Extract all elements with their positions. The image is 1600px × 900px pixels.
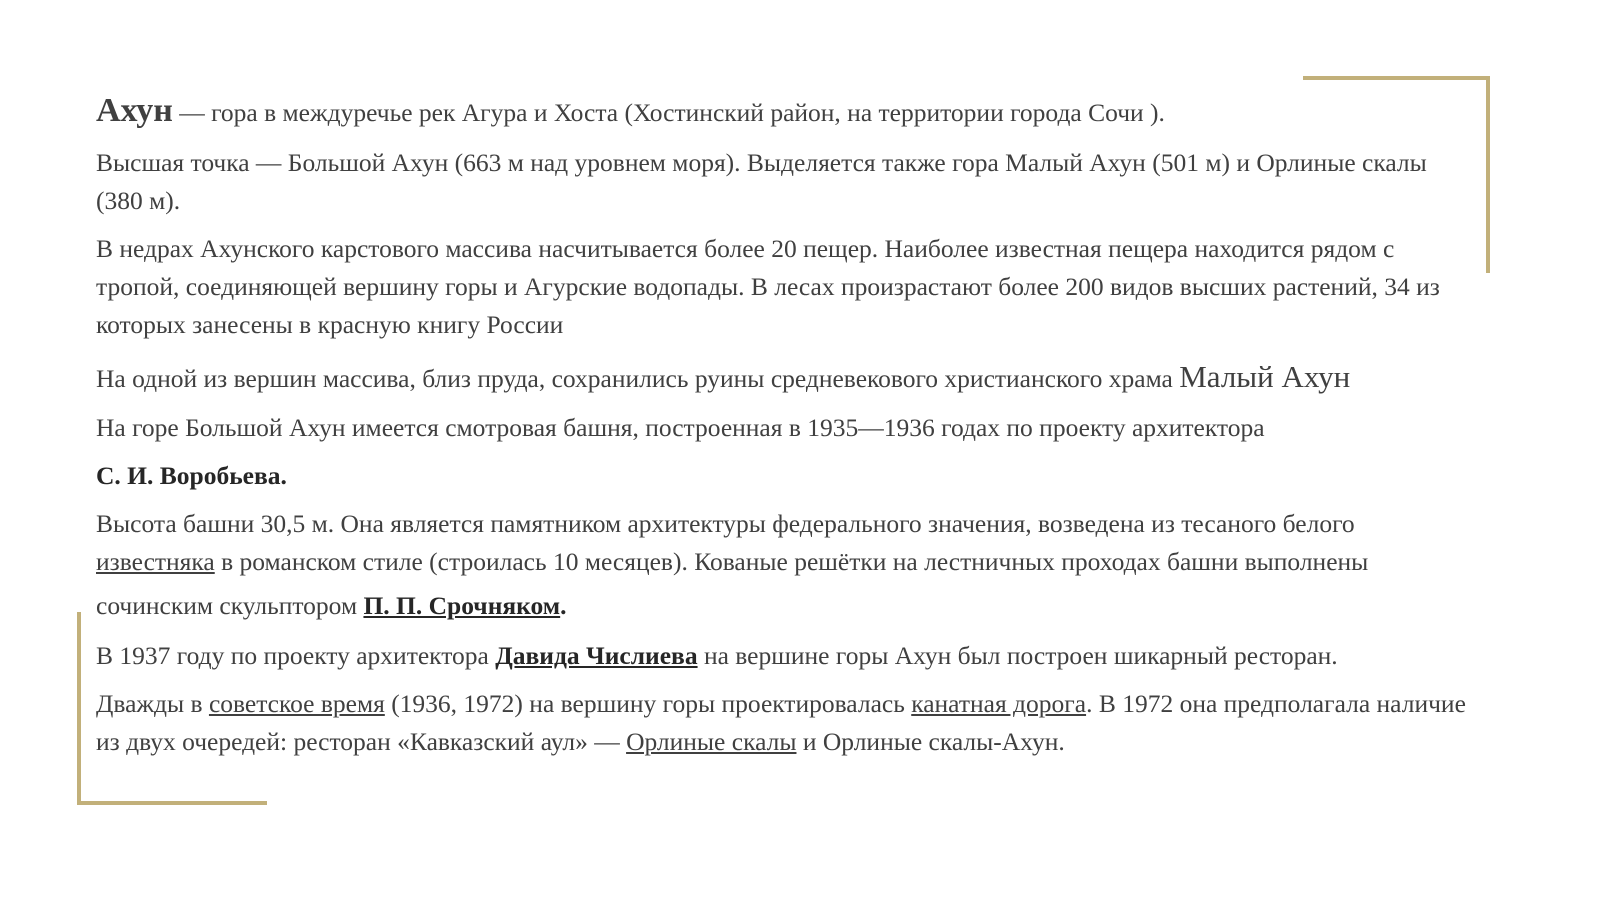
sculptor-prefix: сочинским скульптором xyxy=(96,591,364,620)
paragraph-tower-height xyxy=(96,505,1476,625)
ruins-text: На одной из вершин массива, близ пруда, сохранились руины средневекового христианского храма xyxy=(96,364,1180,393)
soviet-era-link[interactable]: советское время xyxy=(208,689,385,718)
ruins-name: Малый Ахун xyxy=(1179,359,1351,394)
architect-name: С. И. Воробьева. xyxy=(96,461,287,490)
restaurant-text-before: В 1937 году по проекту архитектора xyxy=(96,641,496,670)
article-title: Ахун xyxy=(96,92,173,129)
eagle-rocks-link[interactable]: Орлиные скалы xyxy=(626,727,797,756)
tower-text: На горе Большой Ахун имеется смотровая башня, построенная в 1935—1936 годах по проекту архитектора xyxy=(96,413,1265,442)
cable-car-link[interactable]: канатная дорога xyxy=(911,689,1087,718)
paragraph-restaurant xyxy=(96,637,1476,675)
intro-text: — гора в междуречье рек Агура и Хоста (Хостинский район, на территории города Сочи ). xyxy=(172,98,1165,127)
restaurant-text-after: на вершине горы Ахун был построен шикарный ресторан. xyxy=(697,641,1338,670)
architect-link[interactable]: Давида Числиева xyxy=(495,641,698,670)
paragraph-intro xyxy=(96,92,1476,132)
paragraph-caves xyxy=(96,230,1476,344)
cableway-text-4: и Орлиные скалы-Ахун. xyxy=(796,727,1065,756)
article-body xyxy=(96,92,1476,761)
paragraph-cableway xyxy=(96,685,1476,761)
cableway-text-1: Дважды в xyxy=(96,689,209,718)
cableway-text-2: (1936, 1972) на вершину горы проектировалась xyxy=(384,689,912,718)
cableway-text-3: . В 1972 она предполагала наличие из двух очередей: ресторан «Кавказский аул» — xyxy=(96,689,1466,756)
limestone-link[interactable]: известняка xyxy=(96,547,215,576)
paragraph-highest-point xyxy=(96,144,1476,220)
paragraph-ruins xyxy=(96,358,1476,398)
paragraph-architect xyxy=(96,457,1476,495)
sculptor-line xyxy=(96,587,567,625)
sculptor-period: . xyxy=(560,591,567,620)
highest-point-text: Высшая точка — Большой Ахун (663 м над уровнем моря). Выделяется также гора Малый Ахун (501 м) и Орлиные скалы (380 м). xyxy=(96,148,1427,215)
paragraph-tower xyxy=(96,409,1476,447)
sculptor-link[interactable]: П. П. Срочняком xyxy=(363,591,561,620)
caves-text: В недрах Ахунского карстового массива насчитывается более 20 пещер. Наиболее известная пещера находится рядом с тропой, соединяющей вершину горы и Агурские водопады. В лесах произрастают более 200 видов высших растений, 34 из которых занесены в красную книгу России xyxy=(96,234,1440,339)
tower-style-text: в романском стиле (строилась 10 месяцев). Кованые решётки на лестничных проходах башни выполнены xyxy=(214,547,1369,576)
tower-height-text: Высота башни 30,5 м. Она является памятником архитектуры федерального значения, возведена из тесаного белого xyxy=(96,509,1355,538)
